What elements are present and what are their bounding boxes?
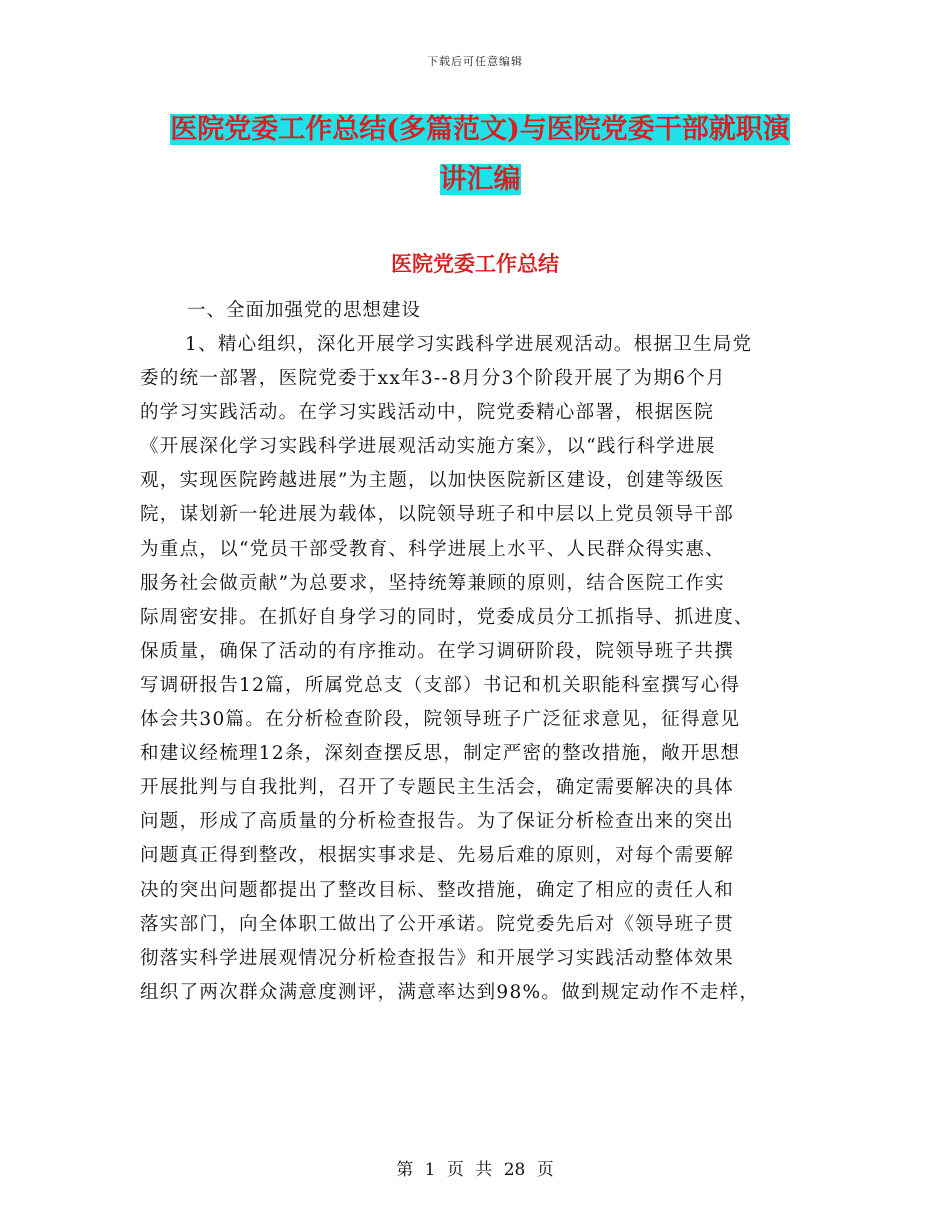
heading-level-1: 一、全面加强党的思想建设 [187, 300, 422, 321]
paragraph-line: 和建议经梳理12条，深刻查摆反思，制定严密的整改措施，敞开思想 [140, 743, 741, 765]
paragraph-line: 的学习实践活动。在学习实践活动中，院党委精心部署，根据医院 [140, 402, 715, 424]
body-paragraph [140, 328, 812, 1010]
paragraph-line: 1、精心组织，深化开展学习实践科学进展观活动。根据卫生局党 [185, 334, 753, 355]
paragraph-line: 《开展深化学习实践科学进展观活动实施方案》，以“践行科学进展 [140, 436, 716, 458]
section-title: 医院党委工作总结 [391, 251, 559, 276]
paragraph-line: 问题真正得到整改，根据实事求是、先易后难的原则，对每个需要解 [140, 845, 735, 867]
paragraph-line: 开展批判与自我批判，召开了专题民主生活会，确定需要解决的具体 [140, 777, 735, 799]
paragraph-line: 委的统一部署，医院党委于xx年3--8月分3个阶段开展了为期6个月 [140, 368, 726, 390]
title-line-1: 医院党委工作总结(多篇范文)与医院党委干部就职演 [170, 114, 790, 145]
page-footer: 第 1 页 共 28 页 [396, 1160, 554, 1180]
paragraph-line: 保质量，确保了活动的有序推动。在学习调研阶段，院领导班子共撰 [140, 640, 735, 662]
paragraph-line: 写调研报告12篇，所属党总支（支部）书记和机关职能科室撰写心得 [140, 674, 741, 696]
paragraph-line: 为重点，以“党员干部受教育、科学进展上水平、人民群众得实惠、 [140, 538, 725, 560]
title-line-2: 讲汇编 [439, 164, 521, 195]
document-title [140, 105, 820, 205]
paragraph-line: 观，实现医院跨越进展”为主题，以加快医院新区建设，创建等级医 [140, 470, 725, 492]
paragraph-line: 服务社会做贡献”为总要求，坚持统筹兼顾的原则，结合医院工作实 [140, 572, 725, 594]
paragraph-line: 际周密安排。在抓好自身学习的同时，党委成员分工抓指导、抓进度、 [140, 606, 754, 628]
header-note: 下载后可任意编辑 [427, 55, 523, 68]
paragraph-line: 组织了两次群众满意度测评，满意率达到98%。做到规定动作不走样， [140, 981, 760, 1003]
paragraph-line: 院，谋划新一轮进展为载体，以院领导班子和中层以上党员领导干部 [140, 504, 735, 526]
paragraph-line: 落实部门，向全体职工做出了公开承诺。院党委先后对《领导班子贯 [140, 913, 735, 935]
paragraph-line: 体会共30篇。在分析检查阶段，院领导班子广泛征求意见，征得意见 [140, 709, 741, 731]
paragraph-line: 问题，形成了高质量的分析检查报告。为了保证分析检查出来的突出 [140, 811, 735, 833]
paragraph-line: 决的突出问题都提出了整改目标、整改措施，确定了相应的责任人和 [140, 879, 735, 901]
paragraph-line: 彻落实科学进展观情况分析检查报告》和开展学习实践活动整体效果 [140, 947, 735, 969]
